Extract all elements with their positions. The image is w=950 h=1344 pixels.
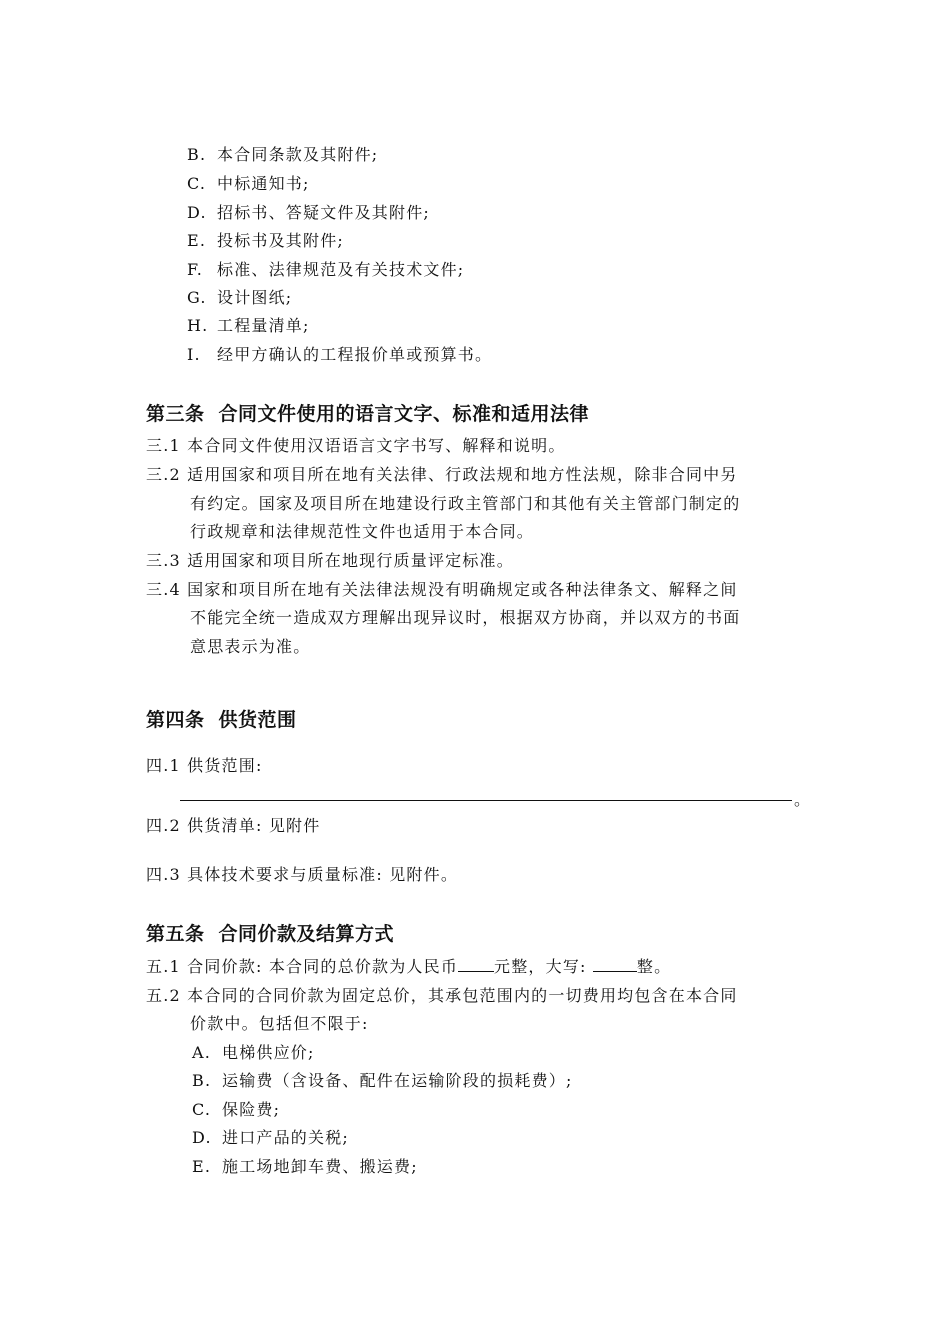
list-text: 投标书及其附件; bbox=[217, 231, 344, 250]
clause-3-3: 三.3 适用国家和项目所在地现行质量评定标准。 bbox=[146, 551, 514, 570]
list-text: 运输费（含设备、配件在运输阶段的损耗费）; bbox=[222, 1071, 573, 1090]
clause-5-1-text: 元整，大写: bbox=[494, 957, 587, 976]
list-text: 施工场地卸车费、搬运费; bbox=[222, 1157, 418, 1176]
list-marker: E. bbox=[192, 1157, 212, 1176]
list-item bbox=[192, 1071, 573, 1091]
clause-5-2-line1: 五.2 本合同的合同价款为固定总价，其承包范围内的一切费用均包含在本合同 bbox=[146, 986, 738, 1005]
list-item bbox=[187, 260, 464, 280]
list-marker: G. bbox=[187, 288, 207, 307]
list-text: 招标书、答疑文件及其附件; bbox=[217, 203, 430, 222]
article-4-heading bbox=[146, 708, 297, 732]
clause-3-4-line1: 三.4 国家和项目所在地有关法律法规没有明确规定或各种法律条文、解释之间 bbox=[146, 580, 738, 599]
list-marker: E. bbox=[187, 231, 207, 250]
list-item bbox=[192, 1100, 280, 1120]
list-item bbox=[192, 1157, 418, 1177]
list-item bbox=[187, 174, 310, 194]
article-title: 供货范围 bbox=[218, 709, 297, 731]
list-marker: F. bbox=[187, 260, 204, 279]
fill-in-line bbox=[180, 800, 792, 801]
clause-3-2-line1: 三.2 适用国家和项目所在地有关法律、行政法规和地方性法规，除非合同中另 bbox=[146, 465, 738, 484]
list-marker: C. bbox=[192, 1100, 212, 1119]
list-marker: B. bbox=[192, 1071, 212, 1090]
list-marker: D. bbox=[187, 203, 207, 222]
article-5-heading bbox=[146, 922, 394, 946]
list-item bbox=[192, 1128, 349, 1148]
article-3-heading bbox=[146, 402, 589, 426]
article-title: 合同价款及结算方式 bbox=[218, 923, 395, 945]
list-item bbox=[187, 145, 378, 165]
list-item bbox=[187, 345, 492, 365]
clause-4-1: 四.1 供货范围: bbox=[146, 756, 263, 775]
clause-3-4-line2: 不能完全统一造成双方理解出现异议时，根据双方协商，并以双方的书面 bbox=[190, 608, 741, 627]
clause-5-1-text: 五.1 合同价款: 本合同的总价款为人民币 bbox=[146, 957, 459, 976]
list-item bbox=[187, 231, 344, 251]
clause-3-2-line3: 行政规章和法律规范性文件也适用于本合同。 bbox=[190, 522, 535, 541]
article-number: 第四条 bbox=[146, 709, 205, 731]
list-text: 本合同条款及其附件; bbox=[217, 145, 379, 164]
clause-5-1 bbox=[146, 957, 671, 977]
clause-3-1: 三.1 本合同文件使用汉语语言文字书写、解释和说明。 bbox=[146, 436, 566, 455]
list-item bbox=[187, 316, 310, 336]
list-marker: D. bbox=[192, 1128, 212, 1147]
list-text: 经甲方确认的工程报价单或预算书。 bbox=[217, 345, 493, 364]
clause-3-4-line3: 意思表示为准。 bbox=[190, 637, 311, 656]
clause-5-2-line2: 价款中。包括但不限于: bbox=[190, 1014, 369, 1033]
list-text: 保险费; bbox=[222, 1100, 281, 1119]
amount-blank bbox=[458, 957, 494, 972]
list-text: 中标通知书; bbox=[217, 174, 310, 193]
list-item bbox=[192, 1043, 315, 1063]
clause-4-2: 四.2 供货清单: 见附件 bbox=[146, 816, 321, 835]
list-marker: B. bbox=[187, 145, 207, 164]
list-text: 进口产品的关税; bbox=[222, 1128, 349, 1147]
list-text: 标准、法律规范及有关技术文件; bbox=[217, 260, 465, 279]
list-marker: A. bbox=[192, 1043, 212, 1062]
clause-5-1-text: 整。 bbox=[636, 957, 672, 976]
fill-in-line-end: 。 bbox=[794, 790, 811, 809]
list-item bbox=[187, 203, 430, 223]
amount-in-words-blank bbox=[593, 957, 637, 972]
list-text: 工程量清单; bbox=[217, 316, 310, 335]
list-text: 设计图纸; bbox=[217, 288, 293, 307]
list-marker: H. bbox=[187, 316, 209, 335]
list-text: 电梯供应价; bbox=[222, 1043, 315, 1062]
clause-3-2-line2: 有约定。国家及项目所在地建设行政主管部门和其他有关主管部门制定的 bbox=[190, 494, 741, 513]
article-title: 合同文件使用的语言文字、标准和适用法律 bbox=[218, 403, 590, 425]
list-item bbox=[187, 288, 292, 308]
list-marker: I. bbox=[187, 345, 201, 364]
article-number: 第五条 bbox=[146, 923, 205, 945]
clause-4-3: 四.3 具体技术要求与质量标准: 见附件。 bbox=[146, 865, 459, 884]
article-number: 第三条 bbox=[146, 403, 205, 425]
list-marker: C. bbox=[187, 174, 207, 193]
